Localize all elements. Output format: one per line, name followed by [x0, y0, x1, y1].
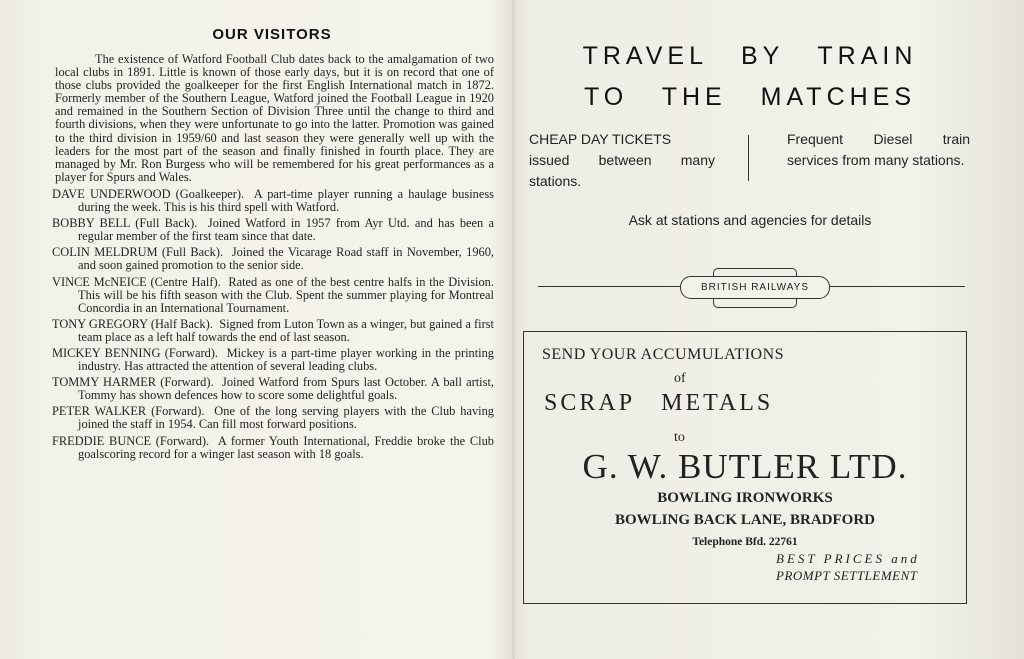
player-name: BOBBY BELL (Full Back).	[52, 216, 198, 231]
cheap-tickets-text: issued between many stations.	[529, 152, 715, 189]
player-entry	[50, 405, 494, 431]
player-entry	[50, 376, 494, 402]
ad-works: BOWLING IRONWORKS	[657, 490, 833, 506]
player-entry	[50, 217, 494, 243]
ad-company: G. W. BUTLER LTD.	[582, 447, 908, 486]
diesel-column: Frequent Diesel train services from many stations.	[787, 131, 970, 168]
headline-line1: TRAVEL BY TRAIN	[582, 42, 918, 70]
player-name: MICKEY BENNING (Forward).	[52, 345, 219, 360]
left-page	[50, 26, 494, 464]
player-bio: A part-time player running a haulage business during the week. This is his third spell with Watford.	[78, 186, 494, 215]
ad-phone: Telephone Bfd. 22761	[692, 536, 798, 548]
player-name: COLIN MELDRUM (Full Back).	[52, 245, 224, 260]
player-entry	[50, 276, 494, 315]
player-name: FREDDIE BUNCE (Forward).	[52, 433, 210, 448]
player-entry	[50, 188, 494, 214]
player-bio: Rated as one of the best centre halfs in the Division. This will be his fifth season with the Club. Spent the summer playing for Montreal Concordia in an International Tournament.	[78, 274, 494, 315]
ad-line1: SEND YOUR ACCUMULATIONS	[542, 346, 785, 363]
player-name: PETER WALKER (Forward).	[52, 404, 205, 419]
ask-details: Ask at stations and agencies for details	[628, 212, 872, 228]
player-entry	[50, 246, 494, 272]
player-entry	[50, 318, 494, 344]
player-bio: Joined Watford from Spurs last October. A ball artist, Tommy has shown defences how to score some delightful goals.	[78, 375, 494, 403]
player-bio: One of the long serving players with the Club having joined the staff in 1954. Can fill most forward positions.	[78, 404, 494, 432]
ad-tagline1: BEST PRICES and	[776, 551, 920, 566]
player-bio: Joined Watford in 1957 from Ayr Utd. and has been a regular member of the first team since that date.	[78, 216, 494, 244]
cheap-tickets-column	[529, 129, 715, 192]
ad-line2: SCRAP METALS	[544, 390, 774, 416]
ad-of: of	[674, 371, 686, 386]
cheap-tickets-heading: CHEAP DAY TICKETS	[529, 131, 672, 147]
player-bio: Signed from Luton Town as a winger, but gained a first team place as a left half towards the end of last season.	[78, 316, 495, 344]
player-bio: Mickey is a part-time player working in the printing industry. Has attracted the attention of several leading clubs.	[78, 345, 494, 374]
scrap-metal-advert	[523, 331, 967, 604]
player-name: VINCE McNEICE (Centre Half).	[52, 274, 221, 289]
headline-line2: TO THE MATCHES	[583, 83, 917, 111]
logo-rule-right	[830, 286, 965, 287]
ad-tagline2: PROMPT SETTLEMENT	[776, 568, 918, 583]
column-divider	[748, 135, 749, 181]
player-name: TONY GREGORY (Half Back).	[52, 316, 213, 331]
ad-address: BOWLING BACK LANE, BRADFORD	[614, 512, 876, 528]
player-entry	[50, 347, 494, 373]
british-railways-logo: BRITISH RAILWAYS	[680, 276, 830, 299]
player-list	[50, 188, 494, 461]
logo-rule-left	[538, 286, 680, 287]
intro-paragraph: The existence of Watford Football Club dates back to the amalgamation of two local clubs in 1891. Little is known of those early days, but it is on record that one of those clubs provided the goalkeeper for the first English International match in 1872. Formerly member of the Southern League, Watford joined the Football League in 1920 and remained in the Southern Section of Division Three until the change to third and fourth divisions, when they were unfortunate to go into the latter. Promotion was gained to the third division in 1959/60 and last season they were generally well up with the leaders for the most part of the season and finally finished in fourth place. They are managed by Mr. Ron Burgess who will be remembered for his great performances as a player for Spurs and Wales.	[55, 52, 494, 184]
player-bio: Joined the Vicarage Road staff in November, 1960, and soon gained promotion to the senior side.	[78, 245, 494, 273]
page-gutter	[512, 0, 515, 659]
player-bio: A former Youth International, Freddie broke the Club goalscoring record for a winger last season with 18 goals.	[78, 433, 494, 461]
page-heading: OUR VISITORS	[212, 26, 332, 43]
player-entry	[50, 435, 494, 461]
ad-to: to	[674, 430, 685, 445]
player-name: TOMMY HARMER (Forward).	[52, 375, 214, 390]
player-name: DAVE UNDERWOOD (Goalkeeper).	[52, 186, 245, 201]
